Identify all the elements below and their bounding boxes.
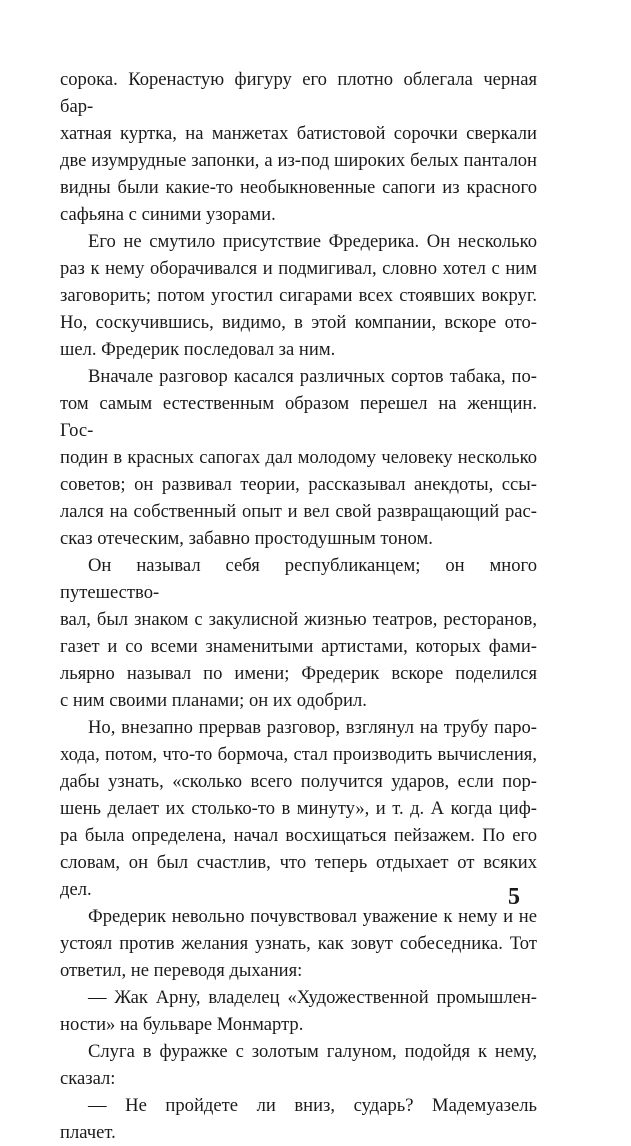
- text-line: сказал:: [60, 1068, 116, 1089]
- page-text-block: [60, 66, 537, 1146]
- text-line: газет и со всеми знаменитыми артистами, которых фами-: [60, 636, 537, 657]
- text-line: заговорить; потом угостил сигарами всех стоявших вокруг.: [60, 285, 537, 306]
- text-line: подин в красных сапогах дал молодому человеку несколько: [60, 447, 537, 468]
- text-line: вал, был знаком с закулисной жизнью театров, ресторанов,: [60, 609, 537, 630]
- text-line: Он называл себя республиканцем; он много путешество-: [60, 555, 537, 603]
- text-line: хода, потом, что-то бормоча, стал производить вычисления,: [60, 744, 537, 765]
- text-line: Его не смутило присутствие Фредерика. Он несколько: [88, 231, 537, 252]
- paragraph: [60, 363, 537, 552]
- text-line: Слуга в фуражке с золотым галуном, подойдя к нему,: [88, 1041, 537, 1062]
- text-line: — Не пройдете ли вниз, сударь? Мадемуазель: [88, 1095, 537, 1116]
- text-line: раз к нему оборачивался и подмигивал, словно хотел с ним: [60, 258, 537, 279]
- text-line: Но, внезапно прервав разговор, взглянул на трубу паро-: [88, 717, 537, 738]
- paragraph: [60, 1038, 537, 1092]
- paragraph: [60, 228, 537, 363]
- paragraph: [60, 984, 537, 1038]
- text-line: хатная куртка, на манжетах батистовой сорочки сверкали: [60, 123, 537, 144]
- paragraph: [60, 1092, 537, 1146]
- text-line: две изумрудные запонки, а из-под широких белых панталон: [60, 150, 537, 171]
- paragraph: [60, 66, 537, 228]
- text-line: видны были какие-то необыкновенные сапоги из красного: [60, 177, 537, 198]
- text-line: сафьяна с синими узорами.: [60, 204, 276, 225]
- text-line: том самым естественным образом перешел на женщин. Гос-: [60, 393, 537, 441]
- text-line: ра была определена, начал восхищаться пейзажем. По его: [60, 825, 537, 846]
- paragraph: [60, 903, 537, 984]
- text-line: устоял против желания узнать, как зовут собеседника. Тот: [60, 933, 537, 954]
- text-line: ответил, не переводя дыхания:: [60, 960, 303, 981]
- text-line: лался на собственный опыт и вел свой развращающий рас-: [60, 501, 537, 522]
- text-line: шел. Фредерик последовал за ним.: [60, 339, 336, 360]
- text-line: с ним своими планами; он их одобрил.: [60, 690, 367, 711]
- text-line: — Жак Арну, владелец «Художественной промышлен-: [88, 987, 537, 1008]
- page-number: 5: [508, 884, 520, 910]
- text-line: дабы узнать, «сколько всего получится ударов, если пор-: [60, 771, 537, 792]
- paragraph: [60, 714, 537, 903]
- text-line: льярно называл по имени; Фредерик вскоре поделился: [60, 663, 537, 684]
- paragraph: [60, 552, 537, 714]
- text-line: ности» на бульваре Монмартр.: [60, 1014, 304, 1035]
- text-line: Вначале разговор касался различных сортов табака, по-: [88, 366, 537, 387]
- text-line: советов; он развивал теории, рассказывал анекдоты, ссы-: [60, 474, 537, 495]
- text-line: шень делает их столько-то в минуту», и т. д. А когда циф-: [60, 798, 537, 819]
- text-line: сказ отеческим, забавно простодушным тоном.: [60, 528, 433, 549]
- text-line: Но, соскучившись, видимо, в этой компании, вскоре ото-: [60, 312, 537, 333]
- text-line: сорока. Коренастую фигуру его плотно облегала черная бар-: [60, 69, 537, 117]
- text-line: словам, он был счастлив, что теперь отдыхает от всяких дел.: [60, 852, 537, 900]
- text-line: плачет.: [60, 1122, 116, 1143]
- text-line: Фредерик невольно почувствовал уважение к нему и не: [88, 906, 537, 927]
